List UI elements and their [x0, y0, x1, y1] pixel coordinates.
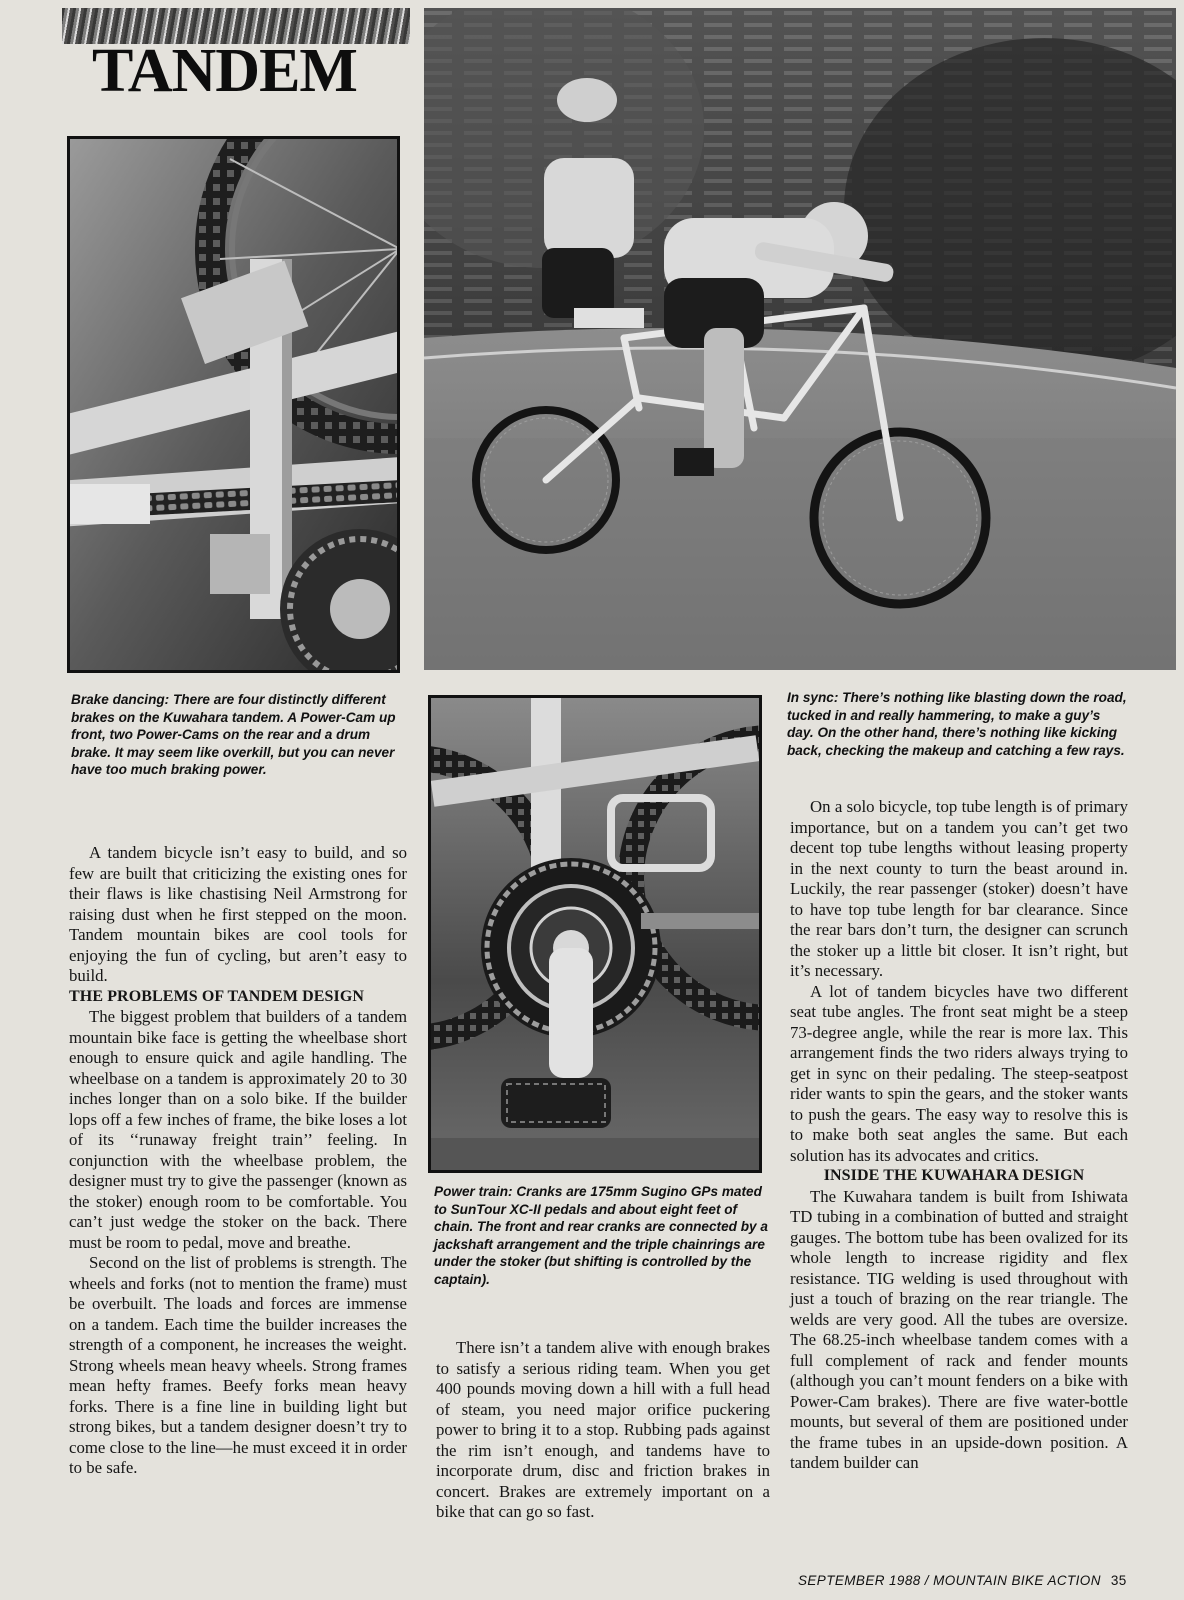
- section-heading: THE PROBLEMS OF TANDEM DESIGN: [69, 987, 365, 1005]
- crank-photo-caption: Power train: Cranks are 175mm Sugino GPs mated to SunTour XC-II pedals and about eight feet of chain. The front and rear cranks are connected by a jackshaft arrangement and the triple chainrings are under the stoker (but shifting is controlled by the captain).: [434, 1184, 768, 1287]
- riders-illustration: [424, 8, 1176, 670]
- crank-closeup-photo: [428, 695, 762, 1173]
- article-paragraph: A lot of tandem bicycles have two different seat tube angles. The front seat might be a steep 73-degree angle, while the rear is more lax. This arrangement finds the two riders always trying to get in sync on their pedaling. The steep-seatpost rider wants to spin the gears, and the stoker wants to push the gears. The easy way to resolve this is to make both seat angles the same. But each solution has its advocates and critics.: [790, 981, 1128, 1165]
- crank-closeup-illustration: [431, 698, 759, 1170]
- article-paragraph: The Kuwahara tandem is built from Ishiwata TD tubing in a combination of butted and straight gauges. The bottom tube has been ovalized for its whole length to increase rigidity and flex resistance. TIG welding is used throughout with just a touch of brazing on the rear triangle. The welds are very good. All the tubes are oversize. The 68.25-inch wheelbase tandem comes with a full complement of rack and fender mounts (although you can’t mount fenders on a bike with Power-Cam brakes). There are five water-bottle mounts, but several of them are positioned under the frame tubes in an upside-down position. A tandem builder can: [790, 1186, 1128, 1472]
- riders-photo: [424, 8, 1176, 670]
- brake-closeup-illustration: [70, 139, 397, 670]
- article-paragraph: A tandem bicycle isn’t easy to build, and so few are built that criticizing the existing ones for their flaws is like chastising Neil Armstrong for raising dust when he first stepped on the moon. Tandem mountain bikes are cool tools for enjoying the fun of cycling, but aren’t easy to build.: [69, 843, 407, 985]
- article-column-2: [436, 1338, 770, 1523]
- page-number: 35: [1110, 1573, 1127, 1588]
- article-paragraph: On a solo bicycle, top tube length is of primary importance, but on a tandem you can’t get two decent top tube lengths without leasing property in the next county to turn the beast around in. Luckily, the rear passenger (stoker) doesn’t have to have top tube length for bar clearance. Since the rear bars don’t turn, the designer can scrunch the stoker up a little bit closer. It isn’t right, but it’s necessary.: [790, 797, 1128, 980]
- article-column-3: [790, 797, 1128, 1474]
- brake-photo-caption: Brake dancing: There are four distinctly different brakes on the Kuwahara tandem. A Power-Cam up front, two Power-Cams on the rear and a drum brake. It may seem like overkill, but you can never have too much braking power.: [71, 692, 396, 777]
- article-paragraph: The biggest problem that builders of a tandem mountain bike face is getting the wheelbase short enough to ensure quick and agile handling. The wheelbase on a tandem is approximately 20 to 30 inches longer than on a solo bike. If the builder lops off a few inches of frame, the bike loses a lot of its ‘‘runaway freight train’’ feeling. In conjunction with the wheelbase problem, the designer must try to give the passenger (known as the stoker) enough room to be comfortable. You can’t just wedge the stoker on the back. There must be room to pedal, move and breathe.: [69, 1007, 407, 1252]
- page-title: TANDEM: [92, 37, 357, 105]
- issue-line: SEPTEMBER 1988 / MOUNTAIN BIKE ACTION: [798, 1573, 1101, 1588]
- article-paragraph: There isn’t a tandem alive with enough brakes to satisfy a serious riding team. When you get 400 pounds moving down a hill with a full head of steam, you need major orifice puckering power to bring it to a stop. Rubbing pads against the rim isn’t enough, and tandems have to incorporate drum, disc and friction brakes in concert. Brakes are extremely important on a bike that can go so fast.: [436, 1338, 770, 1521]
- riders-photo-caption: In sync: There’s nothing like blasting down the road, tucked in and really hammering, to make a guy’s day. On the other hand, there’s nothing like kicking back, checking the makeup and catching a few rays.: [787, 690, 1127, 758]
- article-column-1: [69, 843, 407, 1479]
- section-heading: INSIDE THE KUWAHARA DESIGN: [823, 1167, 1085, 1184]
- page-footer: [798, 1573, 1128, 1588]
- brake-closeup-photo: [67, 136, 400, 673]
- article-paragraph: Second on the list of problems is strength. The wheels and forks (not to mention the frame) must be overbuilt. The loads and forces are immense on a tandem. Each time the builder increases the strength of a component, he increases the weight. Strong wheels mean heavy wheels. Strong frames mean hefty frames. Beefy forks mean heavy forks. There is a fine line in building light but strong bikes, but a tandem designer doesn’t try to come close to the line—he must exceed it in order to be safe.: [69, 1253, 407, 1477]
